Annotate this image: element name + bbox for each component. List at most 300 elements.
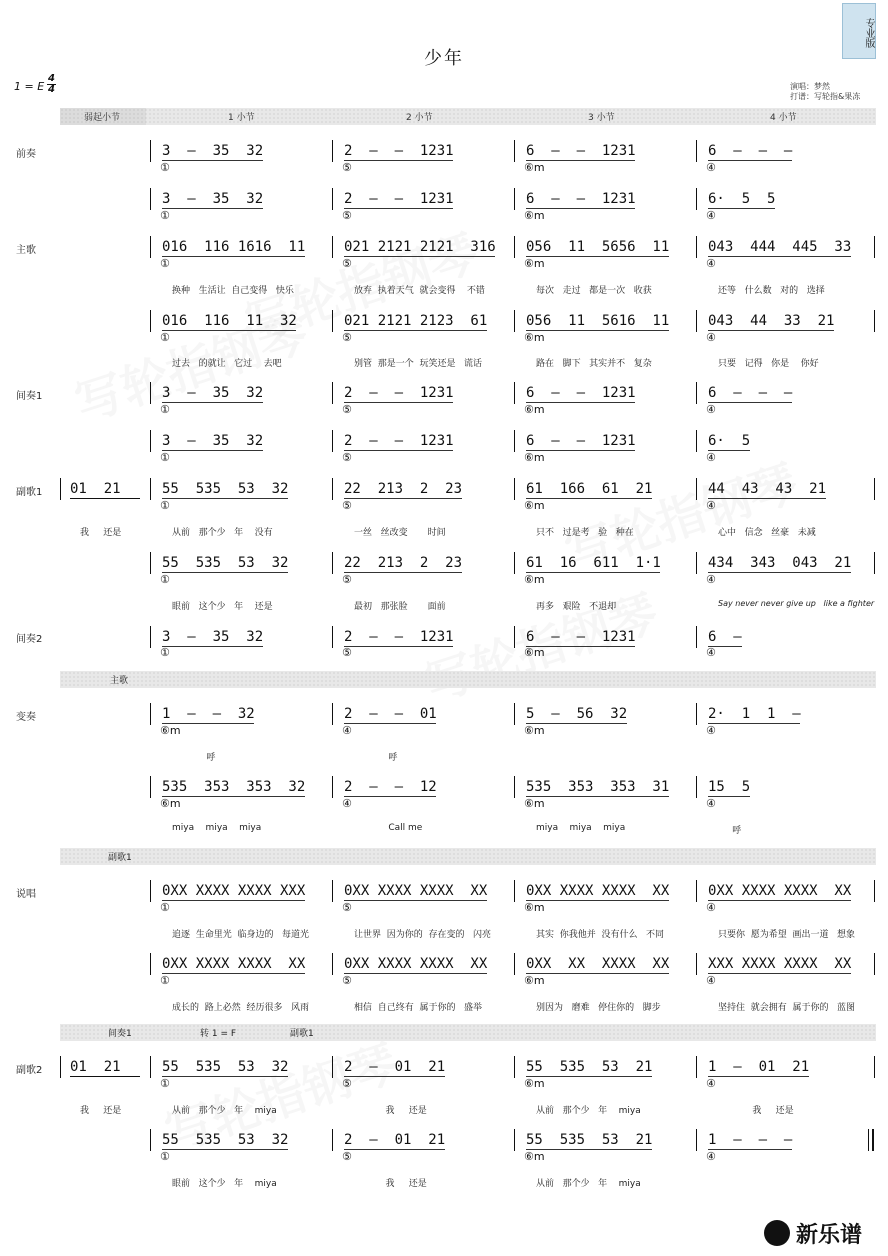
barline [514, 310, 515, 332]
chord-symbol: ⑤ [342, 451, 352, 464]
chord-symbol: ④ [706, 1150, 716, 1163]
logo-icon [764, 1220, 790, 1246]
chord-symbol: ④ [706, 724, 716, 737]
barline [514, 188, 515, 210]
lyric: 呼 [172, 753, 216, 763]
chord-symbol: ⑥m [524, 974, 545, 987]
measure-notes: 6 – – 1231 [526, 191, 636, 207]
barline [696, 140, 697, 162]
measure-notes: 0XX XXXX XXXX XX [526, 883, 670, 899]
measure-notes: 2 – 01 21 [344, 1059, 446, 1075]
chord-symbol: ① [160, 403, 170, 416]
chord-symbol: ⑥m [524, 403, 545, 416]
chord-symbol: ④ [706, 451, 716, 464]
measure-notes: 056 11 5616 11 [526, 313, 670, 329]
lyric: miya miya miya [172, 823, 262, 833]
barline [150, 236, 151, 258]
lyric: 还等 什么数 对的 选择 [718, 286, 825, 296]
chord-symbol: ⑥m [524, 901, 545, 914]
barline [696, 626, 697, 648]
arranger-credit: 打谱：写轮指&果冻 [790, 92, 861, 101]
beam [708, 160, 792, 161]
beam [344, 973, 487, 974]
beam [162, 450, 263, 451]
section-label: 前奏 [16, 149, 36, 160]
beam [162, 330, 296, 331]
chord-symbol: ⑥m [524, 646, 545, 659]
chord-symbol: ① [160, 499, 170, 512]
lyric: 别管 那是一个 玩笑还是 谎话 [354, 359, 483, 369]
chord-symbol: ⑤ [342, 499, 352, 512]
chord-symbol: ⑤ [342, 209, 352, 222]
measure-label: 弱起小节 [84, 113, 121, 123]
barline [150, 1129, 151, 1151]
singer-credit: 演唱：梦然 [790, 82, 830, 91]
section-label: 间奏2 [16, 634, 43, 645]
barline [150, 703, 151, 725]
barline [696, 703, 697, 725]
chord-symbol: ① [160, 646, 170, 659]
barline [60, 1056, 61, 1078]
barline [332, 626, 333, 648]
chord-symbol: ⑥m [524, 724, 545, 737]
band-label: 主歌 [110, 676, 129, 686]
chord-symbol: ⑥m [524, 209, 545, 222]
chord-symbol: ④ [706, 403, 716, 416]
lyric: Say never never give up like a fighter [718, 599, 875, 608]
beam [708, 723, 800, 724]
barline [514, 703, 515, 725]
barline [332, 1056, 333, 1078]
beam [526, 796, 669, 797]
measure-notes: 6· 5 5 [708, 191, 776, 207]
measure-header [60, 108, 876, 125]
barline [150, 140, 151, 162]
barline [332, 236, 333, 258]
beam [526, 572, 660, 573]
barline [696, 478, 697, 500]
beam [162, 796, 305, 797]
lyric: 心中 信念 丝豪 未减 [718, 528, 816, 538]
chord-symbol: ④ [706, 797, 716, 810]
barline [514, 140, 515, 162]
time-signature-top: 4 [48, 73, 55, 84]
barline [874, 880, 875, 902]
lyric: 最初 那张脸 面前 [354, 602, 446, 612]
barline [874, 310, 875, 332]
chord-symbol: ④ [706, 646, 716, 659]
beam [70, 1076, 140, 1077]
beam [344, 450, 453, 451]
barline [696, 236, 697, 258]
measure-notes: 1 – 01 21 [708, 1059, 810, 1075]
barline [150, 188, 151, 210]
measure-notes: 55 535 53 21 [526, 1132, 653, 1148]
section-band [60, 848, 876, 865]
beam [344, 723, 436, 724]
chord-symbol: ⑤ [342, 1077, 352, 1090]
band-label: 副歌1 [108, 853, 132, 863]
beam [344, 646, 453, 647]
chord-symbol: ⑥m [524, 499, 545, 512]
measure-notes: 043 44 33 21 [708, 313, 835, 329]
chord-symbol: ⑤ [342, 403, 352, 416]
beam [708, 402, 792, 403]
barline [696, 953, 697, 975]
barline [514, 382, 515, 404]
lyric: 相信 自己终有 属于你的 盛举 [354, 1003, 483, 1013]
section-label: 说唱 [16, 889, 36, 900]
beam [344, 256, 495, 257]
chord-symbol: ④ [706, 1077, 716, 1090]
barline [332, 188, 333, 210]
chord-symbol: ① [160, 257, 170, 270]
measure-notes: 22 213 2 23 [344, 481, 463, 497]
lyric: 一丝 丝改变 时间 [354, 528, 446, 538]
beam [162, 402, 263, 403]
chord-symbol: ④ [706, 209, 716, 222]
chord-symbol: ⑤ [342, 974, 352, 987]
lyric: 我 还是 [80, 1106, 122, 1116]
measure-notes: 0XX XXXX XXXX XXX [162, 883, 306, 899]
barline [514, 626, 515, 648]
measure-notes: 15 5 [708, 779, 751, 795]
barline [696, 1129, 697, 1151]
beam [526, 1076, 652, 1077]
barline [332, 552, 333, 574]
pickup-notes: 01 21 [70, 1059, 121, 1075]
beam [344, 160, 453, 161]
measure-notes: 043 444 445 33 [708, 239, 852, 255]
lyric: 呼 [718, 826, 742, 836]
barline [332, 430, 333, 452]
measure-notes: 0XX XX XXXX XX [526, 956, 670, 972]
band-label: 转 1 = F [200, 1029, 237, 1039]
lyric: 每次 走过 都是一次 收获 [536, 286, 652, 296]
measure-notes: 016 116 1616 11 [162, 239, 306, 255]
lyric: 别因为 磨难 停住你的 脚步 [536, 1003, 661, 1013]
barline [696, 1056, 697, 1078]
section-band [60, 1024, 876, 1041]
barline [874, 1056, 875, 1078]
measure-notes: 0XX XXXX XXXX XX [162, 956, 306, 972]
beam [344, 498, 462, 499]
chord-symbol: ① [160, 451, 170, 464]
lyric: 呼 [354, 753, 398, 763]
beam [344, 330, 487, 331]
beam [162, 572, 288, 573]
measure-notes: 2 – – 1231 [344, 433, 454, 449]
measure-label: 1 小节 [228, 113, 255, 123]
section-label: 间奏1 [16, 391, 43, 402]
time-signature [47, 74, 56, 95]
measure-notes: 535 353 353 31 [526, 779, 670, 795]
beam [526, 330, 669, 331]
chord-symbol: ① [160, 974, 170, 987]
lyric: 我 还是 [80, 528, 122, 538]
beam [162, 973, 305, 974]
barline [514, 776, 515, 798]
measure-notes: 2· 1 1 – [708, 706, 801, 722]
measure-notes: 0XX XXXX XXXX XX [344, 883, 488, 899]
measure-notes: 3 – 35 32 [162, 629, 264, 645]
band-label: 间奏1 [108, 1029, 132, 1039]
barline [696, 430, 697, 452]
lyric: 放弃 执着天气 就会变得 不错 [354, 286, 485, 296]
chord-symbol: ④ [342, 724, 352, 737]
beam [526, 973, 669, 974]
chord-symbol: ⑤ [342, 331, 352, 344]
measure-notes: 3 – 35 32 [162, 143, 264, 159]
barline [696, 552, 697, 574]
barline [150, 953, 151, 975]
barline [696, 382, 697, 404]
chord-symbol: ① [160, 901, 170, 914]
beam [344, 1149, 445, 1150]
chord-symbol: ⑤ [342, 573, 352, 586]
measure-notes: 056 11 5656 11 [526, 239, 670, 255]
measure-label: 2 小节 [406, 113, 433, 123]
chord-symbol: ⑥m [524, 331, 545, 344]
lyric: 我 还是 [718, 1106, 794, 1116]
beam [344, 208, 453, 209]
beam [708, 1076, 809, 1077]
lyric: 过去 的就让 它过 去吧 [172, 359, 282, 369]
barline [332, 310, 333, 332]
measure-notes: 016 116 11 32 [162, 313, 297, 329]
chord-symbol: ① [160, 573, 170, 586]
lyric: 换种 生活让 自己变得 快乐 [172, 286, 294, 296]
key-signature: 1 = E [14, 80, 45, 93]
lyric: 只不 过是考 验 种在 [536, 528, 634, 538]
measure-notes: 434 343 043 21 [708, 555, 852, 571]
barline [150, 310, 151, 332]
lyric: 我 还是 [354, 1106, 427, 1116]
measure-notes: 6 – – 1231 [526, 143, 636, 159]
measure-notes: XXX XXXX XXXX XX [708, 956, 852, 972]
lyric: 从前 那个少 年 miya [536, 1179, 641, 1189]
pickup-notes: 01 21 [70, 481, 121, 497]
chord-symbol: ⑤ [342, 901, 352, 914]
beam [344, 796, 436, 797]
edition-badge: 专业版 [842, 3, 876, 59]
lyric: 成长的 路上必然 经历很多 风雨 [172, 1003, 310, 1013]
measure-notes: 021 2121 2121 316 [344, 239, 496, 255]
section-label: 主歌 [16, 245, 36, 256]
lyric: miya miya miya [536, 823, 626, 833]
barline [874, 953, 875, 975]
barline [514, 1129, 515, 1151]
barline [150, 478, 151, 500]
barline [150, 382, 151, 404]
measure-notes: 61 16 611 1·1 [526, 555, 661, 571]
beam [708, 572, 851, 573]
measure-notes: 2 – – 1231 [344, 191, 454, 207]
final-barline [868, 1129, 869, 1151]
barline [874, 478, 875, 500]
barline [332, 953, 333, 975]
beam [162, 646, 263, 647]
measure-notes: 55 535 53 21 [526, 1059, 653, 1075]
beam [344, 1076, 445, 1077]
beam [708, 1149, 792, 1150]
measure-notes: 0XX XXXX XXXX XX [708, 883, 852, 899]
band-label: 副歌1 [290, 1029, 314, 1039]
barline [332, 880, 333, 902]
chord-symbol: ⑥m [524, 797, 545, 810]
measure-notes: 2 – 01 21 [344, 1132, 446, 1148]
beam [708, 256, 851, 257]
lyric: 眼前 这个少 年 miya [172, 1179, 277, 1189]
lyric: 再多 艰险 不退却 [536, 602, 617, 612]
beam [708, 330, 834, 331]
measure-notes: 021 2121 2123 61 [344, 313, 488, 329]
measure-notes: 6 – [708, 629, 742, 645]
beam [162, 256, 305, 257]
barline [514, 880, 515, 902]
logo: 新乐谱 [796, 1223, 863, 1248]
lyric: 让世界 因为你的 存在变的 闪亮 [354, 930, 492, 940]
lyric: 从前 那个少 年 没有 [172, 528, 273, 538]
lyric: 只要 记得 你是 你好 [718, 359, 819, 369]
measure-notes: 5 – 56 32 [526, 706, 628, 722]
beam [344, 402, 453, 403]
chord-symbol: ④ [706, 161, 716, 174]
chord-symbol: ④ [706, 901, 716, 914]
barline [696, 188, 697, 210]
beam [162, 160, 263, 161]
measure-notes: 6 – – 1231 [526, 385, 636, 401]
barline [514, 236, 515, 258]
measure-notes: 1 – – 32 [162, 706, 255, 722]
beam [708, 208, 775, 209]
measure-notes: 2 – – 1231 [344, 629, 454, 645]
barline [150, 880, 151, 902]
chord-symbol: ① [160, 161, 170, 174]
measure-notes: 6 – – 1231 [526, 629, 636, 645]
measure-notes: 3 – 35 32 [162, 191, 264, 207]
measure-notes: 2 – – 01 [344, 706, 437, 722]
chord-symbol: ⑤ [342, 161, 352, 174]
section-label: 副歌2 [16, 1065, 43, 1076]
lyric: 坚持住 就会拥有 属于你的 蓝图 [718, 1003, 856, 1013]
beam [708, 498, 826, 499]
lyric: 只要你 愿为希望 画出一道 想象 [718, 930, 856, 940]
beam [162, 900, 305, 901]
chord-symbol: ① [160, 331, 170, 344]
measure-label: 3 小节 [588, 113, 615, 123]
chord-symbol: ① [160, 1150, 170, 1163]
beam [526, 900, 669, 901]
chord-symbol: ⑥m [524, 1077, 545, 1090]
chord-symbol: ⑥m [524, 257, 545, 270]
measure-notes: 535 353 353 32 [162, 779, 306, 795]
chord-symbol: ⑤ [342, 1150, 352, 1163]
barline [696, 310, 697, 332]
beam [708, 900, 851, 901]
beam [526, 256, 669, 257]
chord-symbol: ④ [706, 257, 716, 270]
chord-symbol: ⑥m [524, 451, 545, 464]
barline [332, 703, 333, 725]
lyric: 我 还是 [354, 1179, 427, 1189]
barline [696, 880, 697, 902]
section-label: 变奏 [16, 712, 36, 723]
barline [150, 552, 151, 574]
barline [150, 626, 151, 648]
chord-symbol: ⑤ [342, 646, 352, 659]
measure-notes: 6· 5 [708, 433, 751, 449]
measure-notes: 6 – – – [708, 385, 793, 401]
barline [332, 1129, 333, 1151]
chord-symbol: ④ [342, 797, 352, 810]
barline [514, 1056, 515, 1078]
barline [696, 776, 697, 798]
measure-notes: 0XX XXXX XXXX XX [344, 956, 488, 972]
barline [332, 478, 333, 500]
measure-notes: 2 – – 1231 [344, 385, 454, 401]
barline [150, 1056, 151, 1078]
time-signature-bottom: 4 [48, 84, 55, 95]
barline [150, 776, 151, 798]
measure-notes: 3 – 35 32 [162, 433, 264, 449]
beam [162, 1149, 288, 1150]
beam [70, 498, 140, 499]
lyric: 眼前 这个少 年 还是 [172, 602, 273, 612]
measure-notes: 55 535 53 32 [162, 1132, 289, 1148]
lyric: 其实 你我他并 没有什么 不同 [536, 930, 665, 940]
beam [162, 1076, 288, 1077]
beam [526, 498, 652, 499]
chord-symbol: ⑥m [160, 724, 181, 737]
lyric: 从前 那个少 年 miya [172, 1106, 277, 1116]
chord-symbol: ④ [706, 499, 716, 512]
barline [874, 552, 875, 574]
barline [514, 430, 515, 452]
beam [162, 498, 288, 499]
beam [708, 973, 851, 974]
chord-symbol: ⑥m [160, 797, 181, 810]
measure-notes: 3 – 35 32 [162, 385, 264, 401]
chord-symbol: ⑥m [524, 573, 545, 586]
chord-symbol: ④ [706, 974, 716, 987]
measure-notes: 2 – – 1231 [344, 143, 454, 159]
barline [514, 552, 515, 574]
chord-symbol: ① [160, 209, 170, 222]
measure-notes: 6 – – – [708, 143, 793, 159]
measure-notes: 44 43 43 21 [708, 481, 827, 497]
lyric: 追逐 生命里光 临身边的 每道光 [172, 930, 310, 940]
barline [874, 236, 875, 258]
barline [514, 478, 515, 500]
barline [332, 140, 333, 162]
barline [332, 382, 333, 404]
section-band [60, 671, 876, 688]
measure-notes: 55 535 53 32 [162, 555, 289, 571]
lyric: Call me [354, 823, 423, 833]
lyric: 从前 那个少 年 miya [536, 1106, 641, 1116]
barline [150, 430, 151, 452]
chord-symbol: ① [160, 1077, 170, 1090]
chord-symbol: ⑥m [524, 1150, 545, 1163]
beam [162, 208, 263, 209]
beam [344, 900, 487, 901]
measure-notes: 1 – – – [708, 1132, 793, 1148]
measure-notes: 55 535 53 32 [162, 1059, 289, 1075]
measure-notes: 6 – – 1231 [526, 433, 636, 449]
beam [526, 1149, 652, 1150]
chord-symbol: ⑥m [524, 161, 545, 174]
